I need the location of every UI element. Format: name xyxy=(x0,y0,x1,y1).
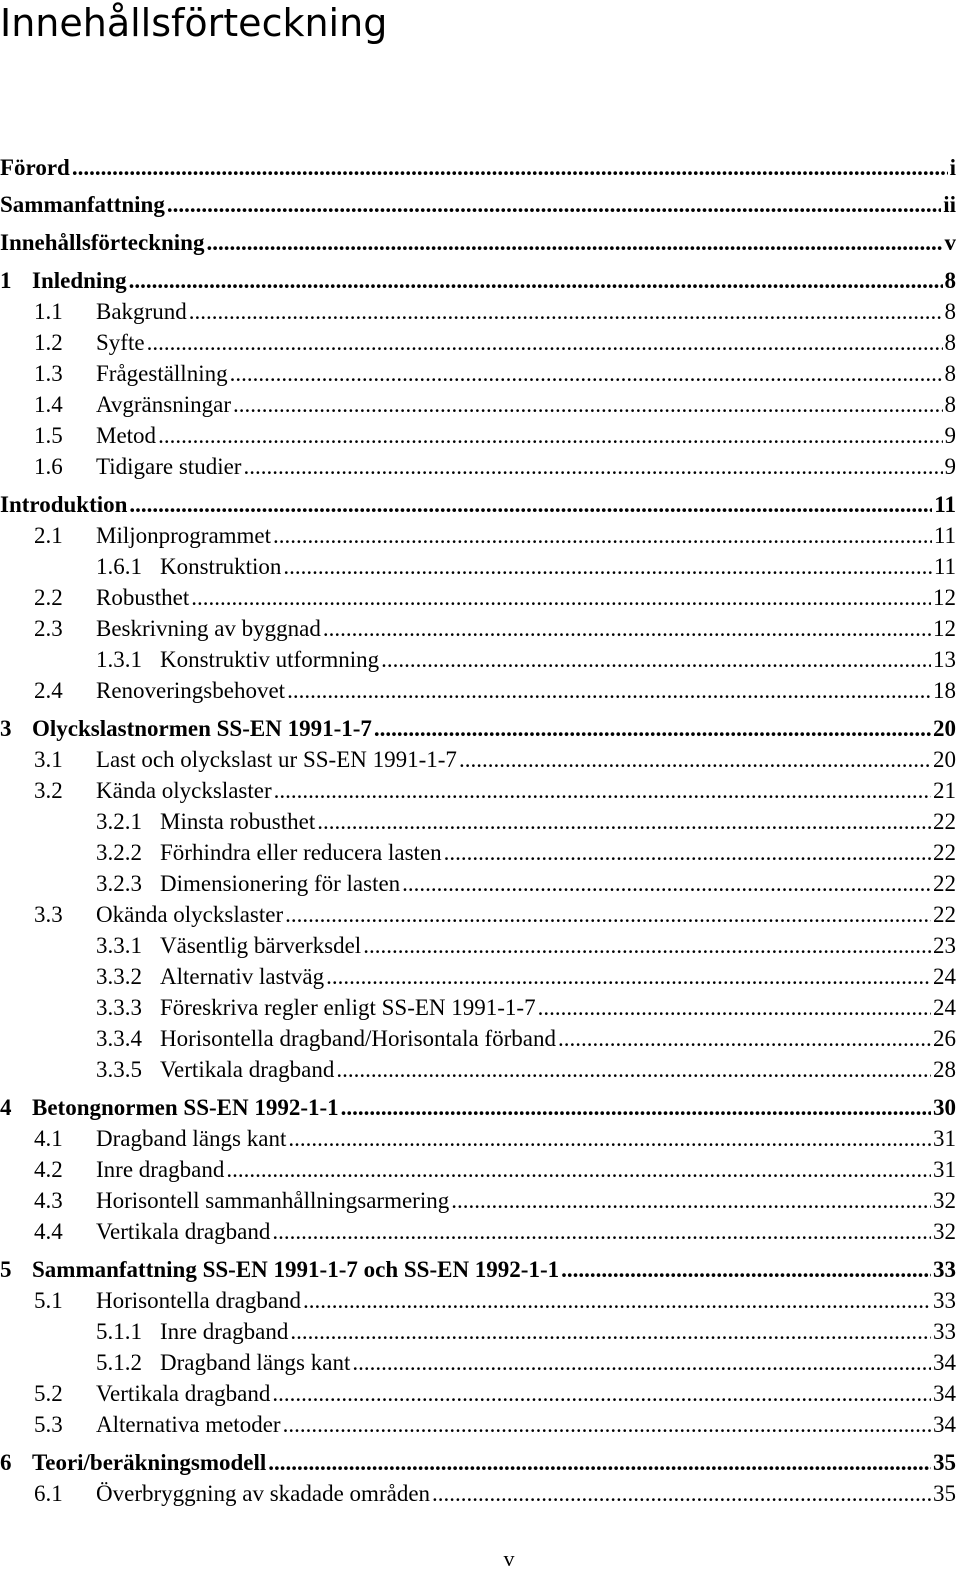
toc-dot-leader xyxy=(363,931,931,961)
toc-entry-title: Horisontella dragband xyxy=(96,1288,302,1313)
toc-entry-number: 5.3 xyxy=(34,1412,63,1437)
toc-entry-page-number: 32 xyxy=(933,1219,956,1244)
toc-entry-number: 5.2 xyxy=(34,1381,63,1406)
toc-entry-number: 4.2 xyxy=(34,1157,63,1182)
toc-entry-title: Minsta robusthet xyxy=(160,809,316,834)
toc-entry-number: 3.2.1 xyxy=(96,809,142,834)
toc-entry-title: Överbryggning av skadade områden xyxy=(96,1481,431,1506)
toc-entry-page-number: 33 xyxy=(933,1257,956,1282)
toc-entry[interactable] xyxy=(0,1255,956,1285)
toc-entry[interactable] xyxy=(0,521,956,551)
toc-dot-leader xyxy=(230,359,943,389)
toc-entry-number: 1.3.1 xyxy=(96,647,142,672)
toc-entry-page-number: 18 xyxy=(933,678,956,703)
toc-dot-leader xyxy=(303,1286,931,1316)
toc-entry[interactable] xyxy=(0,1317,956,1347)
toc-entry[interactable] xyxy=(0,1479,956,1509)
toc-entry-page-number: 8 xyxy=(944,268,956,293)
toc-entry[interactable] xyxy=(0,1124,956,1154)
toc-dot-leader xyxy=(274,776,931,806)
toc-entry-number: 3.3.5 xyxy=(96,1057,142,1082)
toc-entry-number: 3.2 xyxy=(34,778,63,803)
toc-entry[interactable] xyxy=(0,421,956,451)
toc-entry-page-number: 22 xyxy=(933,840,956,865)
toc-entry-number: 1.1 xyxy=(34,299,63,324)
toc-entry-page-number: 31 xyxy=(933,1157,956,1182)
toc-entry[interactable] xyxy=(0,931,956,961)
toc-entry-page-number: ii xyxy=(943,192,956,217)
toc-entry-title: Alternativa metoder xyxy=(96,1412,281,1437)
toc-entry-number: 1.6 xyxy=(34,454,63,479)
toc-entry-page-number: 28 xyxy=(933,1057,956,1082)
toc-entry[interactable] xyxy=(0,190,956,220)
toc-entry-title: Bakgrund xyxy=(96,299,187,324)
toc-dot-leader xyxy=(273,521,932,551)
toc-entry[interactable] xyxy=(0,614,956,644)
toc-dot-leader xyxy=(158,421,942,451)
toc-entry-title: Inre dragband xyxy=(160,1319,289,1344)
toc-dot-leader xyxy=(283,552,931,582)
toc-entry-number: 5.1.1 xyxy=(96,1319,142,1344)
toc-entry[interactable] xyxy=(0,993,956,1023)
toc-entry[interactable] xyxy=(0,153,956,183)
toc-dot-leader xyxy=(290,1317,931,1347)
toc-entry[interactable] xyxy=(0,714,956,744)
toc-entry-number: 3.3.4 xyxy=(96,1026,142,1051)
toc-entry-title: Dragband längs kant xyxy=(160,1350,351,1375)
toc-entry[interactable] xyxy=(0,645,956,675)
toc-dot-leader xyxy=(283,1410,931,1440)
toc-entry-page-number: 11 xyxy=(934,492,956,517)
toc-entry-number: 5.1 xyxy=(34,1288,63,1313)
toc-entry[interactable] xyxy=(0,900,956,930)
toc-entry-page-number: 23 xyxy=(933,933,956,958)
toc-entry-number: 3.3 xyxy=(34,902,63,927)
toc-entry-page-number: 21 xyxy=(933,778,956,803)
toc-entry-title: Dimensionering för lasten xyxy=(160,871,401,896)
toc-entry-title: Alternativ lastväg xyxy=(160,964,325,989)
toc-entry-page-number: 24 xyxy=(933,964,956,989)
toc-entry[interactable] xyxy=(0,1286,956,1316)
toc-entry-number: 6.1 xyxy=(34,1481,63,1506)
toc-entry-number: 2.3 xyxy=(34,616,63,641)
toc-dot-leader xyxy=(381,645,931,675)
toc-entry-page-number: 20 xyxy=(933,716,956,741)
toc-entry[interactable] xyxy=(0,807,956,837)
toc-entry[interactable] xyxy=(0,359,956,389)
toc-entry-page-number: 33 xyxy=(933,1319,956,1344)
toc-entry-page-number: 22 xyxy=(933,871,956,896)
toc-dot-leader xyxy=(189,297,943,327)
toc-dot-leader xyxy=(191,583,931,613)
toc-entry-number: 4.4 xyxy=(34,1219,63,1244)
toc-entry-page-number: 31 xyxy=(933,1126,956,1151)
toc-entry-number: 4 xyxy=(0,1095,12,1120)
toc-dot-leader xyxy=(285,900,931,930)
toc-dot-leader xyxy=(374,714,931,744)
toc-entry-title: Kända olyckslaster xyxy=(96,778,272,803)
toc-dot-leader xyxy=(336,1055,931,1085)
toc-entry-title: Introduktion xyxy=(0,492,128,517)
toc-entry-number: 3.2.2 xyxy=(96,840,142,865)
toc-entry[interactable] xyxy=(0,1379,956,1409)
toc-entry-number: 1.2 xyxy=(34,330,63,355)
toc-entry-number: 1.6.1 xyxy=(96,554,142,579)
toc-entry-page-number: 35 xyxy=(933,1450,956,1475)
toc-entry-page-number: 13 xyxy=(933,647,956,672)
toc-entry-page-number: 8 xyxy=(944,330,956,355)
toc-dot-leader xyxy=(206,228,942,258)
toc-entry-page-number: 35 xyxy=(933,1481,956,1506)
toc-entry-title: Beskrivning av byggnad xyxy=(96,616,321,641)
toc-dot-leader xyxy=(459,745,931,775)
toc-dot-leader xyxy=(317,807,931,837)
toc-dot-leader xyxy=(233,390,943,420)
toc-entry-page-number: 34 xyxy=(933,1381,956,1406)
toc-entry[interactable] xyxy=(0,1024,956,1054)
toc-entry-number: 4.3 xyxy=(34,1188,63,1213)
toc-entry-title: Innehållsförteckning xyxy=(0,230,205,255)
toc-entry-number: 2.2 xyxy=(34,585,63,610)
toc-entry-title: Väsentlig bärverksdel xyxy=(160,933,362,958)
toc-entry-page-number: i xyxy=(949,155,956,180)
toc-entry-title: Dragband längs kant xyxy=(96,1126,287,1151)
toc-entry-title: Tidigare studier xyxy=(96,454,242,479)
toc-dot-leader xyxy=(288,1124,931,1154)
toc-dot-leader xyxy=(272,1379,931,1409)
toc-entry[interactable] xyxy=(0,1217,956,1247)
toc-entry-number: 1 xyxy=(0,268,12,293)
toc-entry-title: Teori/beräkningsmodell xyxy=(32,1450,267,1475)
toc-entry-page-number: 9 xyxy=(944,423,956,448)
toc-entry[interactable] xyxy=(0,1093,956,1123)
toc-entry-number: 3.3.2 xyxy=(96,964,142,989)
toc-entry[interactable] xyxy=(0,552,956,582)
toc-entry[interactable] xyxy=(0,676,956,706)
toc-entry-title: Horisontell sammanhållningsarmering xyxy=(96,1188,450,1213)
toc-entry-title: Horisontella dragband/Horisontala förband xyxy=(160,1026,556,1051)
toc-entry-title: Vertikala dragband xyxy=(96,1219,271,1244)
toc-entry-page-number: v xyxy=(944,230,956,255)
toc-dot-leader xyxy=(167,190,941,220)
toc-entry-page-number: 26 xyxy=(933,1026,956,1051)
toc-entry-number: 1.5 xyxy=(34,423,63,448)
toc-dot-leader xyxy=(226,1155,931,1185)
toc-entry-title: Metod xyxy=(96,423,157,448)
toc-entry-title: Inre dragband xyxy=(96,1157,225,1182)
toc-entry[interactable] xyxy=(0,297,956,327)
toc-entry-page-number: 24 xyxy=(933,995,956,1020)
toc-entry-title: Olyckslastnormen SS-EN 1991-1-7 xyxy=(32,716,372,741)
toc-entry[interactable] xyxy=(0,1186,956,1216)
toc-entry-title: Robusthet xyxy=(96,585,190,610)
toc-dot-leader xyxy=(402,869,931,899)
toc-entry-title: Sammanfattning SS-EN 1991-1-7 och SS-EN 1992-1-1 xyxy=(32,1257,560,1282)
toc-dot-leader xyxy=(243,452,942,482)
toc-dot-leader xyxy=(432,1479,931,1509)
toc-entry-number: 5.1.2 xyxy=(96,1350,142,1375)
toc-dot-leader xyxy=(287,676,931,706)
toc-dot-leader xyxy=(323,614,931,644)
toc-entry-number: 6 xyxy=(0,1450,12,1475)
toc-entry-page-number: 11 xyxy=(933,554,956,579)
toc-entry-title: Förhindra eller reducera lasten xyxy=(160,840,442,865)
toc-dot-leader xyxy=(272,1217,931,1247)
toc-entry-number: 1.4 xyxy=(34,392,63,417)
toc-entry[interactable] xyxy=(0,1155,956,1185)
toc-entry-title: Vertikala dragband xyxy=(160,1057,335,1082)
page-number: v xyxy=(503,1546,515,1571)
toc-entry-title: Sammanfattning xyxy=(0,192,165,217)
toc-dot-leader xyxy=(444,838,931,868)
toc-entry[interactable] xyxy=(0,1055,956,1085)
toc-entry-title: Miljonprogrammet xyxy=(96,523,272,548)
toc-entry-number: 2.1 xyxy=(34,523,63,548)
toc-entry-title: Avgränsningar xyxy=(96,392,231,417)
toc-dot-leader xyxy=(561,1255,931,1285)
page-title: Innehållsförteckning xyxy=(0,1,388,45)
toc-entry-page-number: 11 xyxy=(933,523,956,548)
toc-entry[interactable] xyxy=(0,228,956,258)
toc-entry-page-number: 8 xyxy=(944,299,956,324)
toc-entry[interactable] xyxy=(0,390,956,420)
toc-entry-title: Last och olyckslast ur SS-EN 1991-1-7 xyxy=(96,747,457,772)
toc-entry[interactable] xyxy=(0,962,956,992)
toc-entry-page-number: 8 xyxy=(944,361,956,386)
toc-entry-number: 1.3 xyxy=(34,361,63,386)
toc-entry-page-number: 30 xyxy=(933,1095,956,1120)
toc-entry-title: Konstruktion xyxy=(160,554,282,579)
toc-entry-page-number: 22 xyxy=(933,809,956,834)
toc-entry-title: Vertikala dragband xyxy=(96,1381,271,1406)
toc-entry-title: Inledning xyxy=(32,268,127,293)
toc-entry-title: Frågeställning xyxy=(96,361,228,386)
toc-entry-page-number: 32 xyxy=(933,1188,956,1213)
toc-dot-leader xyxy=(129,266,943,296)
toc-entry-page-number: 20 xyxy=(933,747,956,772)
toc-entry-number: 4.1 xyxy=(34,1126,63,1151)
toc-entry-title: Förord xyxy=(0,155,70,180)
toc-entry[interactable] xyxy=(0,1348,956,1378)
toc-entry-number: 5 xyxy=(0,1257,12,1282)
toc-entry[interactable] xyxy=(0,776,956,806)
toc-dot-leader xyxy=(72,153,948,183)
toc-entry[interactable] xyxy=(0,452,956,482)
toc-entry-page-number: 12 xyxy=(933,616,956,641)
toc-entry[interactable] xyxy=(0,266,956,296)
toc-entry-title: Föreskriva regler enligt SS-EN 1991-1-7 xyxy=(160,995,536,1020)
toc-entry-page-number: 8 xyxy=(944,392,956,417)
toc-entry[interactable] xyxy=(0,745,956,775)
toc-dot-leader xyxy=(352,1348,931,1378)
toc-dot-leader xyxy=(538,993,931,1023)
toc-entry-number: 3.2.3 xyxy=(96,871,142,896)
toc-entry-title: Renoveringsbehovet xyxy=(96,678,286,703)
toc-entry-page-number: 9 xyxy=(944,454,956,479)
toc-entry-page-number: 34 xyxy=(933,1412,956,1437)
toc-dot-leader xyxy=(129,490,932,520)
toc-dot-leader xyxy=(341,1093,931,1123)
toc-entry[interactable] xyxy=(0,1410,956,1440)
toc-dot-leader xyxy=(558,1024,931,1054)
toc-entry-title: Syfte xyxy=(96,330,145,355)
toc-entry-number: 3.3.3 xyxy=(96,995,142,1020)
toc-entry-page-number: 22 xyxy=(933,902,956,927)
toc-entry-page-number: 33 xyxy=(933,1288,956,1313)
toc-entry[interactable] xyxy=(0,838,956,868)
toc-entry[interactable] xyxy=(0,490,956,520)
toc-entry-title: Konstruktiv utformning xyxy=(160,647,380,672)
toc-entry[interactable] xyxy=(0,583,956,613)
toc-entry-number: 3 xyxy=(0,716,12,741)
toc-entry-page-number: 12 xyxy=(933,585,956,610)
toc-entry[interactable] xyxy=(0,1448,956,1478)
toc-dot-leader xyxy=(451,1186,931,1216)
toc-dot-leader xyxy=(326,962,931,992)
toc-entry-title: Okända olyckslaster xyxy=(96,902,284,927)
toc-entry-number: 3.1 xyxy=(34,747,63,772)
toc-dot-leader xyxy=(147,328,943,358)
toc-entry-page-number: 34 xyxy=(933,1350,956,1375)
toc-entry-number: 2.4 xyxy=(34,678,63,703)
toc-entry-title: Betongnormen SS-EN 1992-1-1 xyxy=(32,1095,339,1120)
toc-entry-number: 3.3.1 xyxy=(96,933,142,958)
toc-dot-leader xyxy=(268,1448,931,1478)
toc-entry[interactable] xyxy=(0,869,956,899)
toc-entry[interactable] xyxy=(0,328,956,358)
